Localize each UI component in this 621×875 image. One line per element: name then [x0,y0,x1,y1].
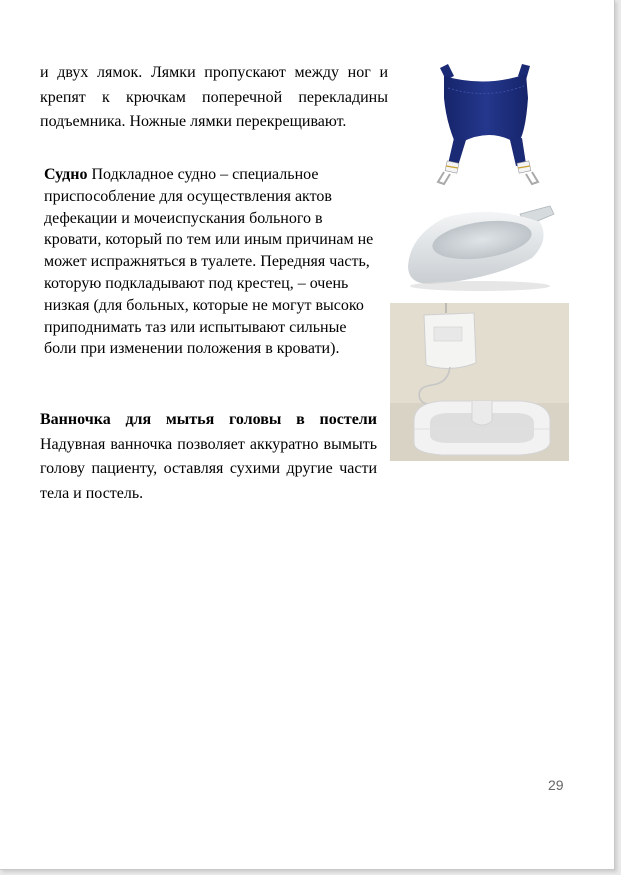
bedpan-description: Подкладное судно – специальное приспособление для осуществления актов дефекации и мочеиспускания больного в кровати, который по тем или иным причинам не может испражняться в туалете. Передняя часть, которую подкладывают под крестец, – очень низкая (для больных, которые не могут высоко приподнимать таз или испытывают сильные боли при изменении положения в кровати). [44,166,374,358]
hair-basin-description: Надувная ванночка позволяет аккуратно вымыть голову пациенту, оставляя сухими другие части тела и постель. [40,435,377,502]
hair-basin-paragraph [40,408,377,506]
bedpan-term: Судно [44,166,88,183]
hair-basin-title: Ванночка для мытья головы в постели [40,411,377,428]
bedpan-paragraph [44,164,374,360]
bedpan-image [400,196,576,292]
sling-description-text: и двух лямок. Лямки пропускают между ног и крепят к крючкам поперечной перекладины подъемника. Ножные лямки перекрещивают. [40,64,388,130]
page-number: 29 [548,777,564,793]
patient-lift-sling-image [428,58,548,188]
inflatable-hair-washing-basin-image [390,303,569,461]
